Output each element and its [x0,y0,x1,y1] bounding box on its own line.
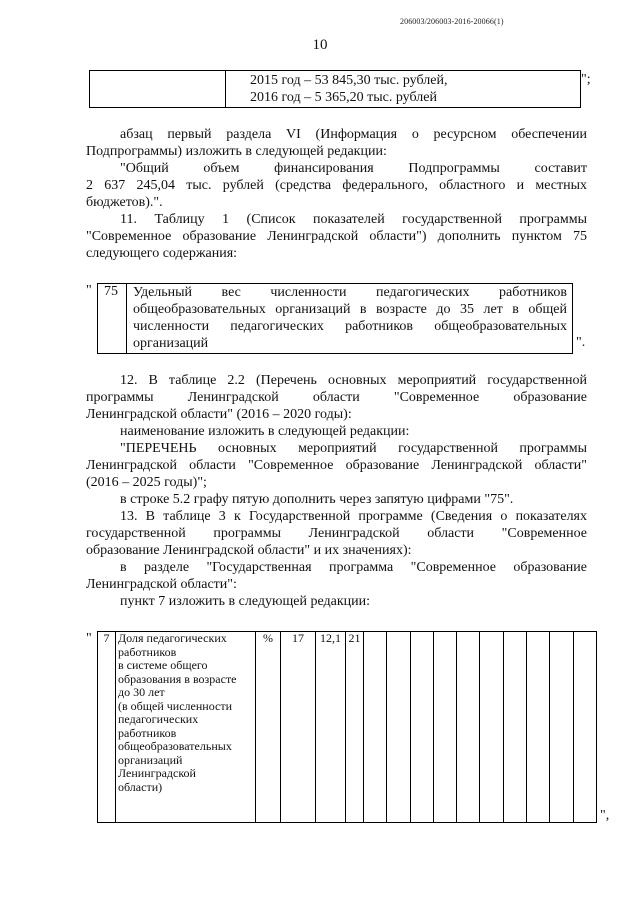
closing-quote: ", [600,808,610,823]
empty-cell [433,632,456,823]
empty-cell [480,632,503,823]
indicator-table [97,283,573,354]
paragraph-line: "Общий объем финансирования Подпрограммы составит [120,161,587,176]
indicator-line: образования в возрасте [118,671,237,686]
paragraph-line: Подпрограммы) изложить в следующей редакции: [86,144,387,159]
empty-cell [573,632,596,823]
paragraph-line: государственной программы Ленинградской области "Современное [86,526,587,541]
indicator-line: общеобразовательных [118,739,232,753]
funding-table [89,70,581,108]
paragraph-line: "Современное образование Ленинградской области") дополнить пунктом 75 [86,229,587,244]
indicator-line: работников [118,725,177,740]
paragraph-line: Ленинградской области "Современное образование Ленинградской области" [86,458,587,473]
paragraph-line: (2016 – 2025 годы)"; [86,475,207,490]
paragraph-line: в строке 5.2 графу пятую дополнить через запятую цифрами "75". [120,492,514,507]
paragraph-line: Ленинградской области": [86,577,237,592]
paragraph-line: 13. В таблице 3 к Государственной программе (Сведения о показателях [120,509,587,524]
indicator-line: работников [118,644,177,659]
indicator-text: Удельный вес численности педагогических работников общеобразовательных организаций в возрасте до 35 лет в общей численности педагогических работников общеобразовательных организаций [133,285,567,351]
paragraph-line: Ленинградской области" (2016 – 2020 годы): [86,407,352,422]
table-row [98,632,597,823]
row-number: 75 [104,284,118,299]
funding-line-2016: 2016 год – 5 365,20 тыс. рублей [250,90,437,105]
closing-quote: "; [581,72,591,87]
indicator-line: (в общей численности [118,698,232,713]
indicator-cell [116,632,256,823]
paragraph-line: "ПЕРЕЧЕНЬ основных мероприятий государственной программы [120,441,587,456]
closing-quote: ". [576,335,586,350]
value-cell: 21 [346,632,364,823]
paragraph-line: наименование изложить в следующей редакции: [120,424,410,439]
indicator-line: педагогических [118,712,199,726]
paragraph-line: 12. В таблице 2.2 (Перечень основных мероприятий государственной [120,373,587,388]
unit-cell: % [256,632,281,823]
table-divider [126,284,127,353]
empty-cell [457,632,480,823]
indicator-line: до 30 лет [118,685,165,699]
opening-quote: " [86,283,92,298]
paragraph-line: пункт 7 изложить в следующей редакции: [120,594,370,609]
document-number: 206003/206003-2016-20066(1) [400,17,504,26]
empty-cell [387,632,410,823]
paragraph-line: 11. Таблицу 1 (Список показателей государственной программы [120,212,587,227]
empty-cell [527,632,550,823]
indicator-line: Ленинградской [118,766,196,780]
row-number: 7 [98,632,116,823]
opening-quote: " [86,631,92,646]
empty-cell [410,632,433,823]
indicator-line: организаций [118,752,183,767]
table-divider [225,71,226,107]
paragraph-line: следующего содержания: [86,246,238,261]
paragraph-line: абзац первый раздела VI (Информация о ресурсном обеспечении [120,127,587,142]
empty-cell [550,632,573,823]
indicators-values-table [97,631,597,823]
value-cell: 17 [281,632,316,823]
indicator-line: области) [118,779,163,794]
paragraph-line: бюджетов).". [86,195,163,210]
value-cell: 12,1 [316,632,346,823]
indicator-line: Доля педагогических [118,631,227,645]
paragraph-line: 2 637 245,04 тыс. рублей (средства федерального, областного и местных [86,178,587,193]
paragraph-line: образование Ленинградской области" и их значениях): [86,543,412,558]
paragraph-line: программы Ленинградской области "Современное образование [86,390,587,405]
empty-cell [364,632,387,823]
page-number: 10 [312,37,328,53]
indicator-line: в системе общего [118,658,208,672]
empty-cell [503,632,526,823]
funding-line-2015: 2015 год – 53 845,30 тыс. рублей, [250,73,448,88]
paragraph-line: в разделе "Государственная программа "Современное образование [120,560,587,575]
